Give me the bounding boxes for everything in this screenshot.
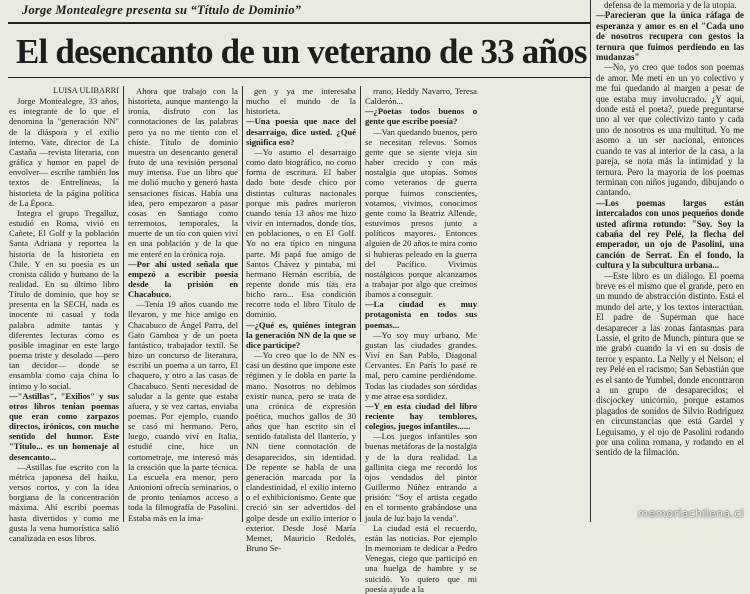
column-2 — [128, 86, 238, 523]
interview-question: —"Astillas", "Exilios" y sus otros libros tenían poemas que eran como zarpazos directos, irónicos, con mucho sentido del humor. Este "Título... es un homenaje al desencanto... — [9, 390, 119, 462]
paragraph: —Van quedando buenos, pero se necesitan relevos. Somos gente que se siente vieja sin haber crecido y con más nostalgia que utopías. Somos como veteranos de guerra porque fuimos conscientes, votamos, vivimos, conocimos gente como la Beatriz Allende, estuvimos presos junto a políticos mayores. Entonces alguien de 20 años te mira como si hubieras peleado en la guerra del Pacífico. Vivimos nostálgicos porque alcanzamos a trabajar por algo que creímos íbamos a conseguir. — [365, 126, 477, 300]
interview-question: —Por ahí usted señala que empezó a escribir poesía desde la prisión en Chacabuco. — [128, 258, 238, 300]
paragraph: defensa de la memoria y de la utopía. — [604, 0, 737, 10]
interview-question: —¿Qué es, quiénes integran la generación NN de la que se dice participe? — [246, 319, 356, 350]
column-divider — [123, 86, 124, 522]
paragraph: gen y ya me interesaba mucho el mundo de la historieta. — [246, 86, 356, 117]
watermark-logo: memoriachilena.cl — [637, 507, 744, 520]
paragraph: Ahora que trabajo con la historieta, aunque mantengo la ironía, disfruto con las connotaciones de las palabras pero ya no me tiento con el chiste. Título de dominio muestra un desencanto general fruto de una revisión personal muy intensa. Fue un libro que me dolió mucho y generó hasta sensaciones físicas. Había una idea, pero empezaron a pasar cosas en Santiago como terremotos, temporales, la muerte de un tío con quien viví en una población y de la que me enteré en la crónica roja. — [128, 86, 238, 259]
paragraph: rrano, Heddy Navarro, Teresa Calderón... — [365, 86, 477, 107]
interview-question: —La ciudad es muy protagonista en todos sus poemas... — [365, 299, 477, 330]
paragraph: —Los juegos infantiles son buenas metáforas de la nostalgia y de la dura realidad. La gallinita ciega me recordó los ojos vendados del pintor Guillermo Núñez entrando a prisión: "Soy el artista cegado en el tormento grabándose una jaula de luz bajo la venda". — [365, 431, 477, 523]
paragraph: Integra el grupo Tregalluz, estudió en Roma, vivió en Cañete, El Golf y la población Santa Adriana y reportea la historia de la historieta en Chile. Y en su poesía es un cronista cálido y humano de la realidad. En su último libro Título de dominio, que hoy se presenta en la SECH, nada es inocente ni casual y toda palabra admite tantas y diferentes lecturas como es posible imaginar en este largo poema triste y desolado —pero tan decidor— donde se ensambla como caja china lo íntimo y lo social. — [9, 207, 119, 391]
column-4 — [365, 86, 477, 594]
column-divider — [242, 86, 243, 522]
title-rule — [8, 77, 590, 78]
interview-question: —Parecieran que la única ráfaga de esperanza y amor es en el "Cada uno de nosotros recupera con gestos la ternura que fuimos perdiendo en las mudanzas" — [596, 10, 744, 63]
paragraph: Jorge Montealegre, 33 años, es integrante de lo que el denomina la "generación NN" de la diáspora y el exilio interno. Vate, director de La Castaña —revista literaria, con gráfica y humor en papel de envolver— escribe también los textos de Entrelíneas, la historieta de la página política de La Época. — [9, 96, 119, 208]
interview-question: —Una poesía que nace del desarraigo, dice usted. ¿Qué significa eso? — [246, 116, 356, 147]
paragraph: —Yo soy muy urbano. Me gustan las ciudades grandes. Viví en San Pablo, Diagonal Cervantes. En París lo pasé re mal, pero camine perdiéndome. Todas las ciudades son sórdidas y me atrae esa sordidez. — [365, 329, 477, 401]
article-title: El desencanto de un veterano de 33 años — [16, 32, 587, 71]
paragraph: La ciudad está el recuerdo, están las noticias. Por ejemplo In memoriam te dedicar a Pedro Venegas, ciego que participó en una huelga de hambre y se suicidó. Yo quiero que mi poesía ayude a la — [365, 522, 477, 594]
byline: LUISA ULIBARRI — [53, 86, 119, 95]
paragraph: —Astillas fue escrito con la métrica japonesa del haiku, versos cortos, y con la idea borgiana de la concentración máxima. Ahí escribí poemas hasta divertidos y como me gusta la vena humorística salió canalizada en esos libros. — [9, 461, 119, 543]
paragraph: —No, yo creo que todos son poemas de amor. Me meti en un yo colectivo y me fui quedando al margen a pesar de que estaba muy involucrado. ¿Y aquí, donde está el poeta?, puede preguntarse uno al ver que colectivizo tanto y cada uno de nosotros es una multitud. Yo me asomo a un ser nacional, entonces cuando te vas al interior de la casa, a la pareja, se nota más la intimidad y la ternura. Pero la mayoría de los poemas terminan con niños jugando, dibujando o cantando. — [596, 62, 744, 198]
article-kicker: Jorge Montealegre presenta su “Título de Dominio” — [22, 3, 302, 17]
paragraph: —Yo asumo el desarraigo como dato biográfico, no como forma de escritura. El haber dado bote desde chico por distintas culturas nacionales porque mis padres murieron cuando tenía 13 años me hizo vivir en internados, donde tíos, en poblaciones, o en El Golf. Yo no era típico en ninguna parte. Mi papá fue amigo de Santos Chávez y pintaba, mi hermano Hernán escribía, de repente donde mis tías era bicho raro... Esa condición recorre todo el libro Título de dominio. — [246, 146, 356, 320]
column-1 — [9, 86, 119, 543]
paragraph: —Este libro es un diálogo. El poema breve es el mismo que el grande, pero en un mundo de abstracción distinto. Está el mundo del arte, y los textos interactúan. El padre de Superman que hace desaparecer a las zonas fantasmas para Lassie, el grito de Munch, pintura que se me grabó cuando la vi en su dosis de terror y espanto. La Nelly y el Nelson; el rey Pelé en el racismo; San Sebastián que es el santo de Yumbel, donde encontraron a un grupo de desaparecidos; el discjockey unicornio, porque estamos plagados de sonidos de Silvio Rodríguez en circunstancias que está Gardel y Leguisamo, y el ojo de Pasolini rodando por una colina romana, y rodando en el sentido de la filmación. — [596, 270, 744, 458]
interview-question: —Los poemas largos están intercalados con unos pequeños donde usted afirma rotundo: "Soy. Soy la cabaña del rey Pelé, la flecha del emperador, un ojo de Pasolini, una canción de Serrat. En el fondo, la cultura y la subcultura urbana... — [596, 197, 744, 271]
paragraph: —Tenía 19 años cuando me llevaron, y me hice amigo en Chacabuco de Ángel Parra, del Gato Gamboa y de un poeta fantástico, trabajador textil. Se hizo un concurso de literatura, escribí un poema a un tarro, El chaquero, y otro a las casas de Chacabuco. Sentí necesidad de saludar a la gente que estaba afuera, y se vez cartas, enviaba poemas. Por ejemplo, cuando se casó mi hermano. Pero, luego, cuando viví en Italia, estudié cine, hice un cortometraje, me interesó más la creación que la parte técnica. La escuela era menor, pero Antonioni ofrecía seminarios, o de pronto teníamos acceso a toda la filmografía de Pasolini. Estaba más en la ima- — [128, 299, 238, 523]
column-divider — [360, 86, 361, 522]
interview-question: —¿Poetas todos buenos o gente que escribe poesía? — [365, 106, 477, 127]
column-3 — [246, 86, 356, 554]
column-5 — [596, 0, 744, 518]
paragraph: —Yo creo que lo de NN es casi un destino que impone este régimen y le dobla en parte la mano. Nosotros no debimos existir nunca, pero se trata de una crónica de expresión poética, muchos gallos de 30 años que han escrito sin el sentido fatalista del llanterío, y NN tiene connotación de desaparecidos, sin identidad. De repente se habla de una generación marcada por la clandestinidad, el exilio interno o el exhibicionismo. Gente que creció sin ser advertidos del golpe desde un exilio interior o exterior. Desde José María Memet, Mauricio Redolés, Bruno Se- — [246, 350, 356, 554]
interview-question: —Y en esta ciudad del libro reciente hay temblores, colegios, juegos infantiles...... — [365, 400, 477, 432]
column-divider — [590, 0, 591, 522]
top-rule — [8, 22, 590, 24]
